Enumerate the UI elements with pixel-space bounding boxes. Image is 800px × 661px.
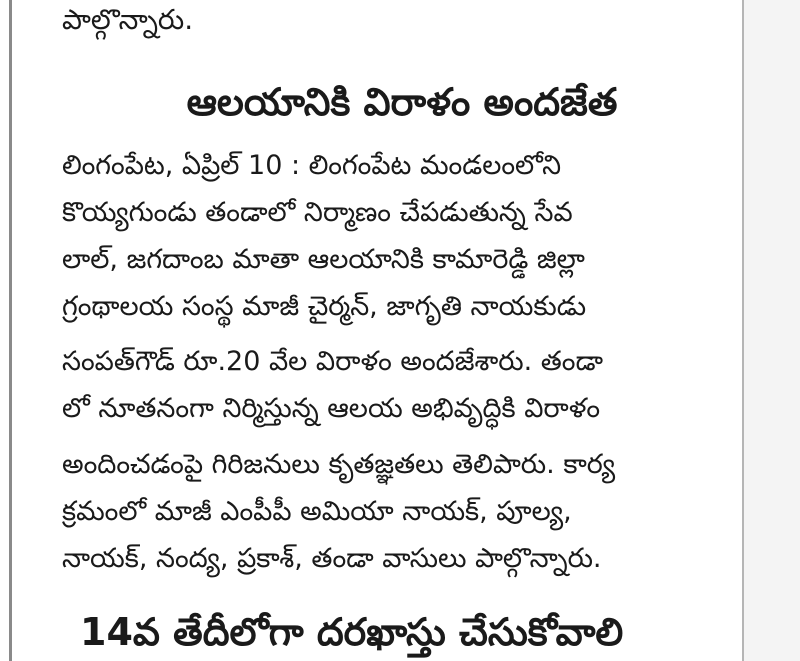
- article-body-line: లో నూతనంగా నిర్మిస్తున్న ఆలయ అభివృద్ధికి విరాళం: [62, 393, 601, 424]
- article-body-line: నాయక్, నంద్య, ప్రకాశ్, తండా వాసులు పాల్గొన్నారు.: [62, 543, 602, 574]
- article-body-line: గ్రంథాలయ సంస్థ మాజీ చైర్మన్, జాగృతి నాయకుడు: [62, 291, 587, 322]
- column-rule-left: [9, 0, 12, 661]
- article-body-line: అందించడంపై గిరిజనులు కృతజ్ఞతలు తెలిపారు. కార్య: [62, 449, 616, 480]
- article-body-line: కొయ్యగుండు తండాలో నిర్మాణం చేపడుతున్న సేవ: [62, 197, 573, 228]
- right-margin: [744, 0, 800, 661]
- article-body-line: సంపత్‌గౌడ్ రూ.20 వేల విరాళం అందజేశారు. తండా: [62, 346, 604, 377]
- article-headline: ఆలయానికి విరాళం అందజేత: [186, 80, 618, 124]
- article-body-line: లింగంపేట, ఏప్రిల్ 10 : లింగంపేట మండలంలోని: [62, 150, 562, 181]
- previous-article-tail: పాల్గొన్నారు.: [62, 3, 194, 36]
- article-body-line: క్రమంలో మాజీ ఎంపీపీ అమియా నాయక్, పూల్య,: [62, 496, 572, 527]
- next-article-headline: 14వ తేదీలోగా దరఖాస్తు చేసుకోవాలి: [80, 610, 624, 654]
- article-body-line: లాల్, జగదాంబ మాతా ఆలయానికి కామారెడ్డి జిల్లా: [62, 244, 585, 275]
